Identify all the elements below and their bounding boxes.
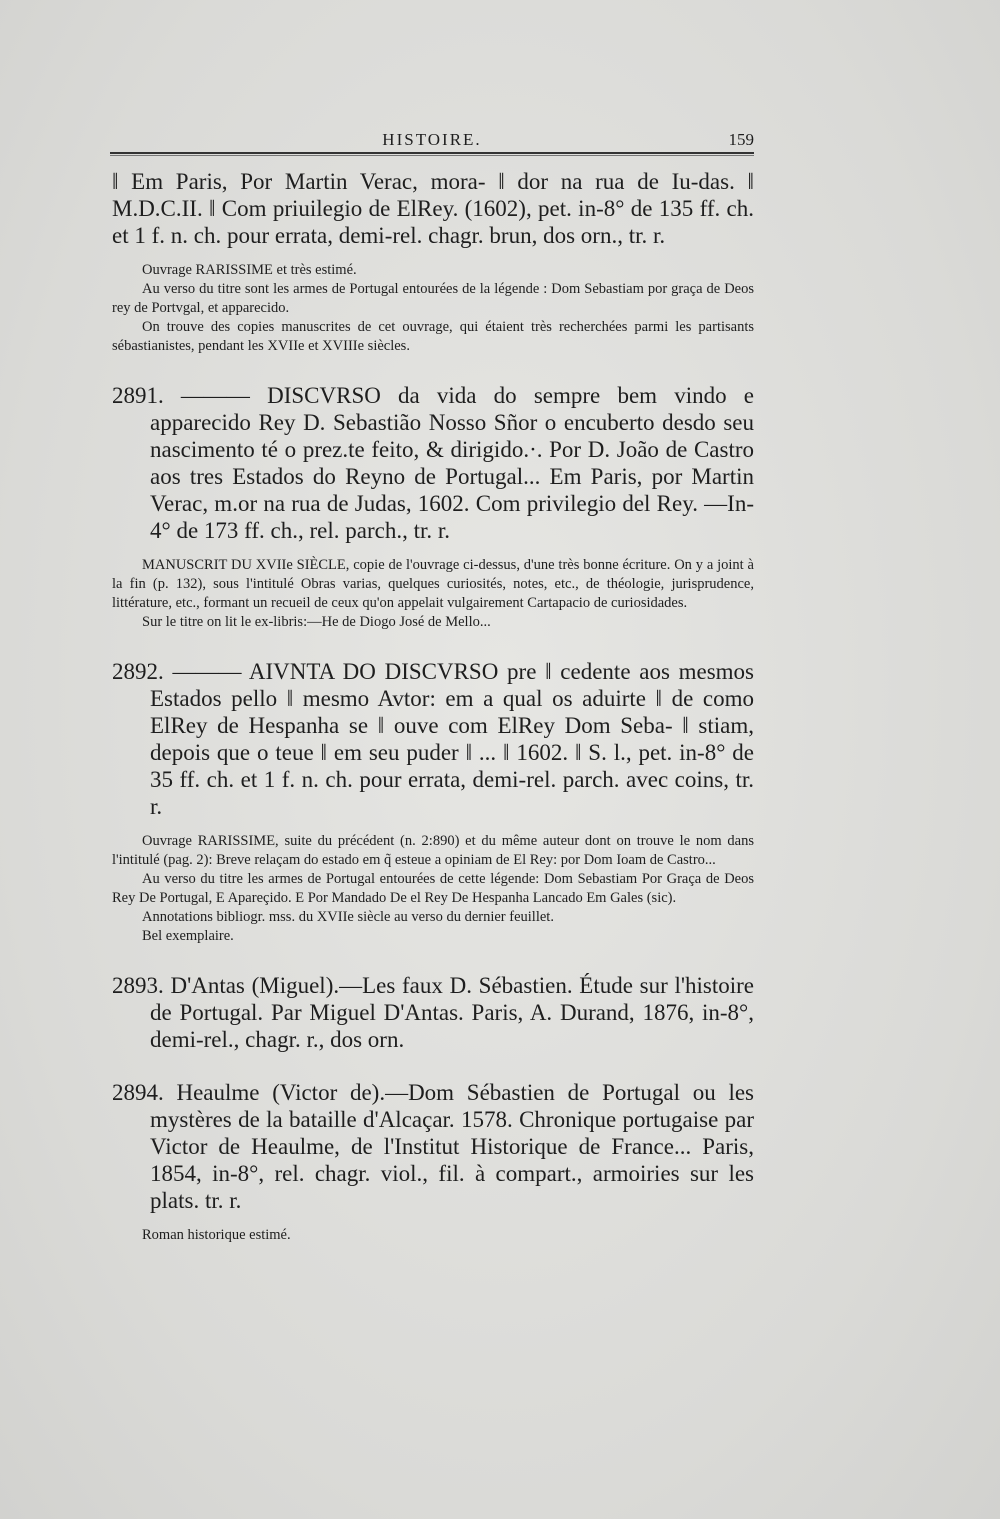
note: On trouve des copies manuscrites de cet ouvrage, qui étaient très recherchées parmi les partisants sébastianistes, pendant les XVIIe et XVIIIe siècles. (112, 319, 754, 354)
entry-text: 2892. ——— AIVNTA DO DISCVRSO pre ‖ cedente aos mesmos Estados pello ‖ mesmo Avtor: em a qual os aduirte ‖ de como ElRey de Hespanha se ‖ ouve com ElRey Dom Seba- ‖ stiam, depois que o teue ‖ em seu puder ‖ ... ‖ 1602. ‖ S. l., pet. in-8° de 35 ff. ch. et 1 f. n. ch. pour errata, demi-rel. parch. avec coins, tr. r. (112, 659, 754, 819)
note: Roman historique estimé. (142, 1227, 291, 1243)
page-body (112, 168, 754, 1245)
entry-notes (112, 556, 754, 632)
entry-text: 2893. D'Antas (Miguel).—Les faux D. Sébastien. Étude sur l'histoire de Portugal. Par Miguel D'Antas. Paris, A. Durand, 1876, in-8°, demi-rel., chagr. r., dos orn. (112, 973, 754, 1052)
entry-2893 (112, 972, 754, 1053)
page-number: 159 (728, 130, 754, 149)
entry-notes (112, 832, 754, 946)
note: Au verso du titre les armes de Portugal entourées de cette légende: Dom Sebastiam Por Graça de Deos Rey De Portugal, E Apareçido. E Por Mandado De el Rey De Hespanha Lancado Em Gales (sic). (112, 871, 754, 906)
note: MANUSCRIT DU XVIIe SIÈCLE, copie de l'ouvrage ci-dessus, d'une très bonne écriture. On y a joint à la fin (p. 132), sous l'intitulé Obras varias, quelques curiosités, notes, etc., de théologie, jurisprudence, littérature, etc., formant un recueil de ceux qu'on appelait vulgairement Cartapacio de curiosidades. (112, 557, 754, 611)
note: Sur le titre on lit le ex-libris:—He de Diogo José de Mello... (142, 614, 491, 630)
note: Au verso du titre sont les armes de Portugal entourées de la légende : Dom Sebastiam por graça de Deos rey de Portvgal, et apparecido. (112, 281, 754, 316)
continued-entry-notes (112, 261, 754, 356)
note: Annotations bibliogr. mss. du XVIIe siècle au verso du dernier feuillet. (142, 909, 554, 925)
entry-notes (112, 1226, 754, 1245)
continued-entry: ‖ Em Paris, Por Martin Verac, mora- ‖ dor na rua de Iu-das. ‖ M.D.C.II. ‖ Com priuilegio de ElRey. (1602), pet. in-8° de 135 ff. ch. et 1 f. n. ch. pour errata, demi-rel. chagr. brun, dos orn., tr. r. (112, 169, 754, 248)
note: Ouvrage RARISSIME et très estimé. (142, 262, 357, 278)
running-header (110, 130, 754, 152)
header-rule (110, 152, 754, 156)
entry-2892 (112, 658, 754, 946)
entry-text: 2894. Heaulme (Victor de).—Dom Sébastien de Portugal ou les mystères de la bataille d'Alcaçar. 1578. Chronique portugaise par Victor de Heaulme, de l'Institut Historique de France... Paris, 1854, in-8°, rel. chagr. viol., fil. à compart., armoiries sur les plats. tr. r. (112, 1080, 754, 1213)
header-title: HISTOIRE. (382, 130, 482, 149)
entry-text: 2891. ——— DISCVRSO da vida do sempre bem vindo e apparecido Rey D. Sebastião Nosso Sñor o encuberto desdo seu nascimento té o prez.te feito, & dirigido.·. Por D. João de Castro aos tres Estados do Reyno de Portugal... Em Paris, por Martin Verac, m.or na rua de Judas, 1602. Com privilegio del Rey. —In-4° de 173 ff. ch., rel. parch., tr. r. (112, 383, 754, 543)
entry-2891 (112, 382, 754, 632)
entry-2894 (112, 1079, 754, 1245)
note: Bel exemplaire. (142, 928, 234, 944)
note: Ouvrage RARISSIME, suite du précédent (n. 2:890) et du même auteur dont on trouve le nom dans l'intitulé (pag. 2): Breve relaçam do estado em q̃ esteue a opiniam de El Rey: por Dom Ioam de Castro... (112, 833, 754, 868)
